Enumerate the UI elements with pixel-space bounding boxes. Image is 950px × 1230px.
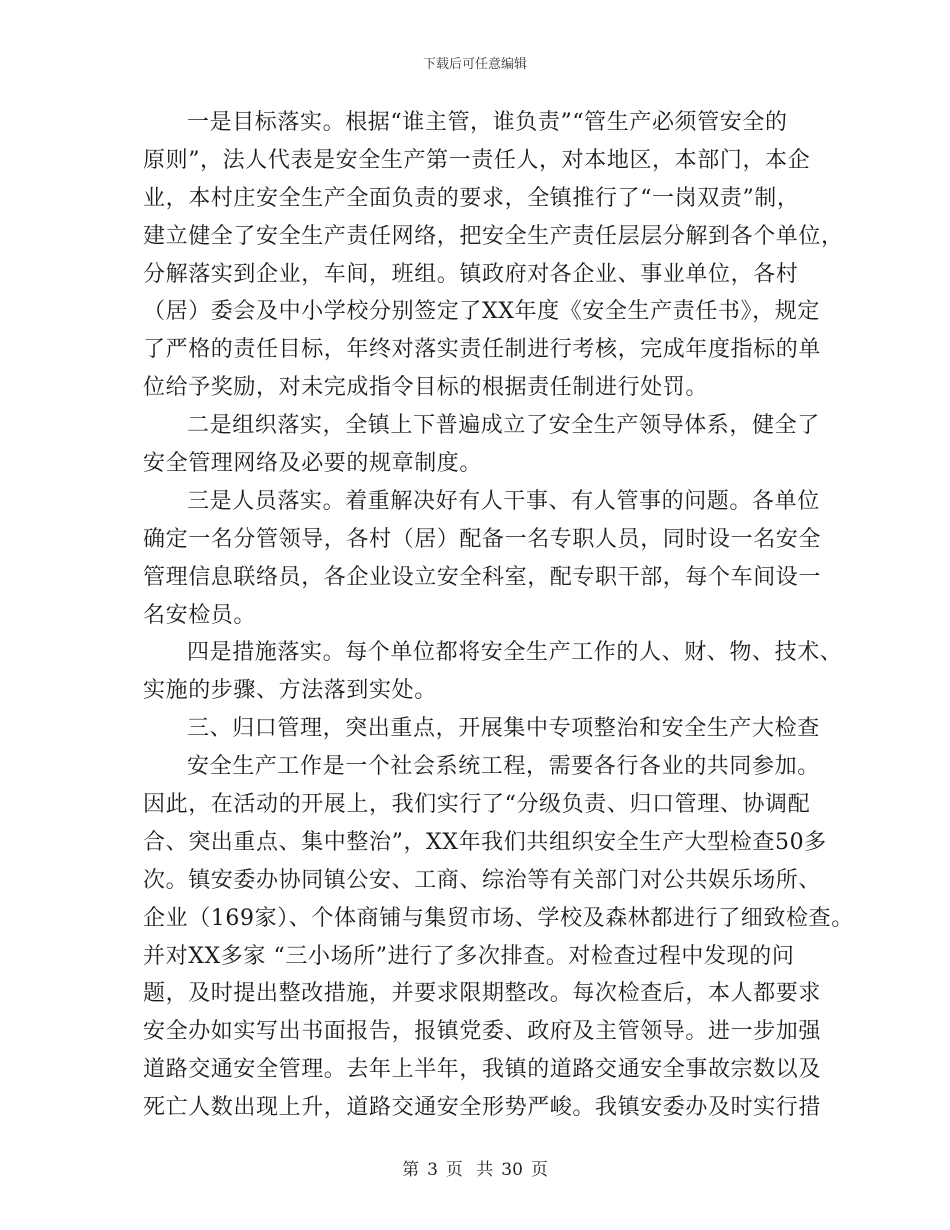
text-line: 了严格的责任目标，年终对落实责任制进行考核，完成年度指标的单 <box>143 337 822 363</box>
text-line: 安全管理网络及必要的规章制度。 <box>143 451 483 477</box>
footer-middle: 页 共 <box>445 1160 494 1180</box>
text-line: 因此，在活动的开展上，我们实行了“分级负责、归口管理、协调配 <box>143 792 811 818</box>
text-line: 二是组织落实，全镇上下普遍成立了安全生产领导体系，健全了 <box>187 413 820 439</box>
footer-prefix: 第 <box>402 1160 420 1180</box>
text-line: 四是措施落实。每个单位都将安全生产工作的人、财、物、技术、 <box>187 640 843 666</box>
text-line: 实施的步骤、方法落到实处。 <box>143 678 437 704</box>
text-line: 题，及时提出整改措施，并要求限期整改。每次检查后，本人都要求 <box>143 981 822 1007</box>
text-line: 三是人员落实。着重解决好有人干事、有人管事的问题。各单位 <box>187 488 820 514</box>
document-body <box>143 104 854 1127</box>
text-line: 原则”，法人代表是安全生产第一责任人，对本地区，本部门，本企 <box>143 147 811 173</box>
text-line: 确定一名分管领导，各村（居）配备一名专职人员，同时设一名安全 <box>143 526 822 552</box>
text-line: 次。镇安委办协同镇公安、工商、综治等有关部门对公共娱乐场所、 <box>143 867 822 893</box>
text-line: 并对XX多家 “三小场所”进行了多次排查。对检查过程中发现的问 <box>143 943 795 969</box>
text-line: 位给予奖励，对未完成指令目标的根据责任制进行处罚。 <box>143 375 709 401</box>
text-line: 死亡人数出现上升，道路交通安全形势严峻。我镇安委办及时实行措 <box>143 1095 822 1121</box>
text-line: 分解落实到企业，车间，班组。镇政府对各企业、事业单位，各村 <box>143 261 799 287</box>
text-line: 名安检员。 <box>143 602 257 628</box>
page-footer <box>0 1155 950 1180</box>
text-line: 道路交通安全管理。去年上半年，我镇的道路交通安全事故宗数以及 <box>143 1057 822 1083</box>
text-line: 安全生产工作是一个社会系统工程，需要各行各业的共同参加。 <box>187 754 820 780</box>
text-line: 业，本村庄安全生产全面负责的要求，全镇推行了“一岗双责”制， <box>143 185 800 211</box>
footer-page-number: 3 <box>427 1160 438 1180</box>
text-line: 三、归口管理，突出重点，开展集中专项整治和安全生产大检查 <box>187 716 820 742</box>
text-line: 建立健全了安全生产责任网络，把安全生产责任层层分解到各个单位， <box>143 223 844 249</box>
text-line: 安全办如实写出书面报告，报镇党委、政府及主管领导。进一步加强 <box>143 1019 822 1045</box>
footer-suffix: 页 <box>530 1160 548 1180</box>
text-line: 合、突出重点、集中整治”，XX年我们共组织安全生产大型检查50多 <box>143 829 827 855</box>
text-line: 管理信息联络员，各企业设立安全科室，配专职干部，每个车间设一 <box>143 564 822 590</box>
footer-total-pages: 30 <box>501 1160 523 1180</box>
text-line: （居）委会及中小学校分别签定了XX年度《安全生产责任书》，规定 <box>143 299 820 325</box>
text-line: 一是目标落实。根据“谁主管，谁负责”“管生产必须管安全的 <box>187 110 788 135</box>
page-header: 下载后可任意编辑 <box>422 57 527 72</box>
text-line: 企业（169家）、个体商铺与集贸市场、学校及森林都进行了细致检查。 <box>143 905 854 931</box>
